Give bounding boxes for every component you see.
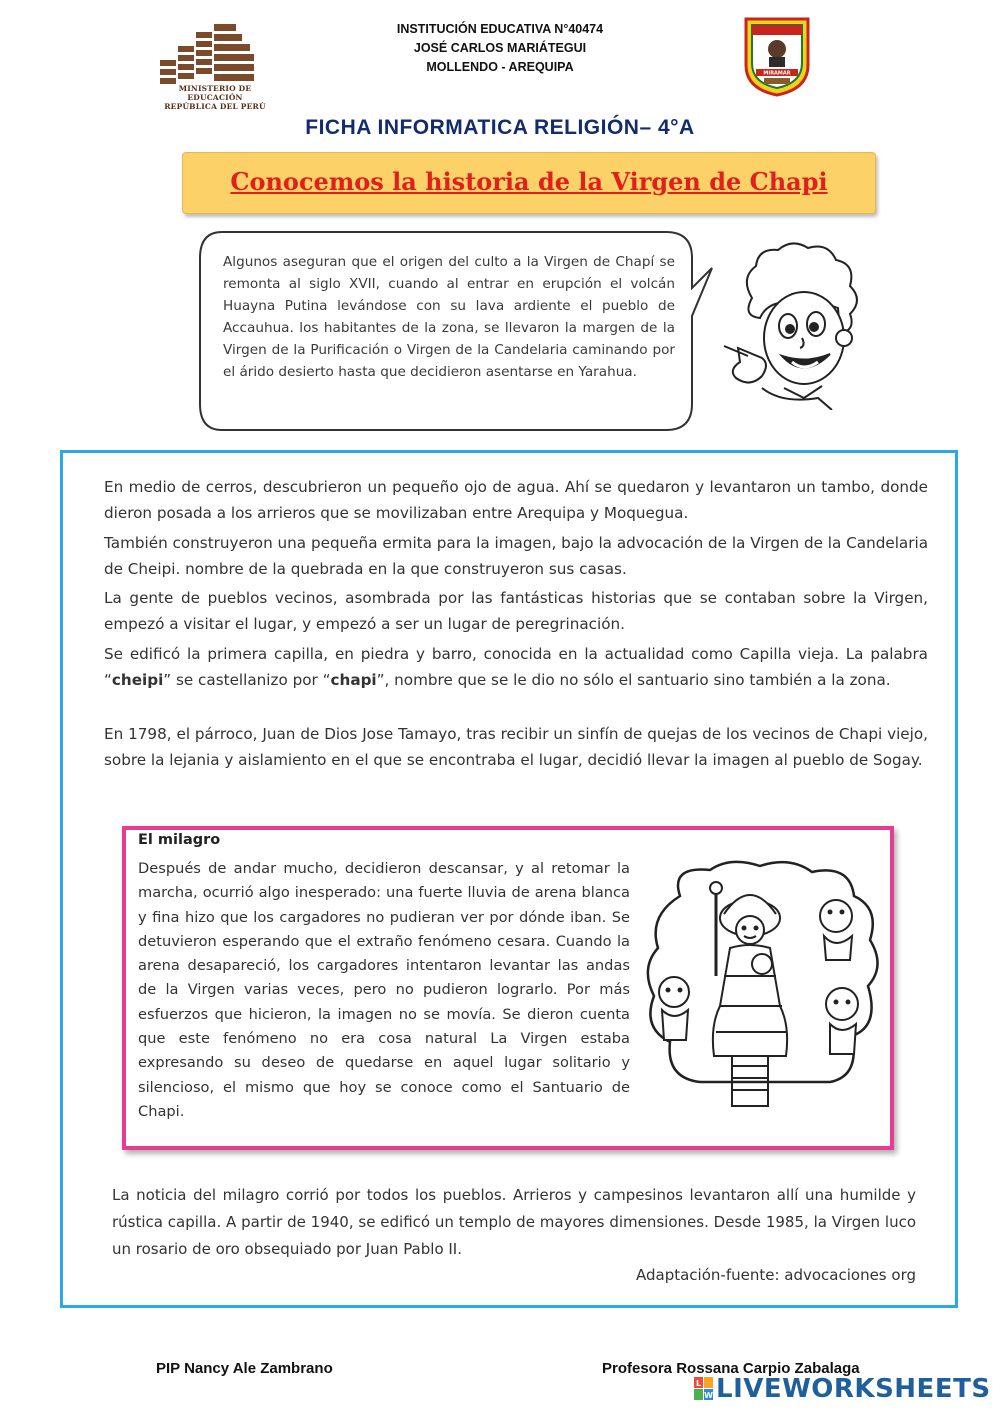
school-name-line: JOSÉ CARLOS MARIÁTEGUI	[413, 41, 587, 55]
word-chapi: chapi	[330, 670, 377, 689]
word-cheipi: cheipi	[111, 670, 164, 689]
school-location-line: MOLLENDO - AREQUIPA	[426, 60, 574, 74]
badge-letter: L	[695, 1379, 702, 1388]
paragraph-capilla-text: ” se castellanizo por “	[163, 670, 331, 689]
school-name-line: INSTITUCIÓN EDUCATIVA N°40474	[396, 22, 604, 36]
school-crest-icon	[742, 15, 812, 97]
paragraph-capilla	[104, 642, 928, 693]
school-crest-label: MIRAMAR	[763, 70, 791, 77]
ministry-caption	[150, 84, 280, 111]
source-note: Adaptación-fuente: advocaciones org	[636, 1266, 916, 1284]
cartoon-boy-icon	[722, 238, 870, 410]
liveworksheets-brand[interactable]: LIVEWORKSHEETS	[716, 1374, 991, 1404]
banner-title: Conocemos la historia de la Virgen de Chapi	[230, 167, 828, 196]
virgin-illustration-icon	[640, 856, 886, 1134]
paragraph-peregrinacion: La gente de pueblos vecinos, asombrada por las fantásticas historias que se contaban sobre la Virgen, empezó a visitar el lugar, y empezó a ser un lugar de peregrinación.	[104, 589, 928, 633]
paragraph-ermita: También construyeron una pequeña ermita para la imagen, bajo la advocación de la Virgen de la Candelaria de Cheipi. nombre de la quebrada en la que construyeron sus casas.	[104, 534, 928, 578]
footer-teacher-name: Profesora Rossana Carpio Zabalaga	[602, 1360, 860, 1377]
miracle-text: Después de andar mucho, decidieron descansar, y al retomar la marcha, ocurrió algo inesperado: una fuerte lluvia de arena blanca y fina hizo que los cargadores no pudieran ver por dónde iban. Se detuvieron esperando que el extraño fenómeno cesara. Cuando la arena desapareció, los cargadores intentaron levantar las andas de la Virgen varias veces, pero no pudieron lograrlo. Por más esfuerzos que hicieron, la imagen no se movía. Se dieron cuenta que este fenómeno no era cosa natural La Virgen estaba expresando su deseo de quedarse en aquel lugar solitario y silencioso, el mismo que hoy se conoce como el Santuario de Chapi.	[138, 860, 630, 1120]
sheet-title: FICHA INFORMATICA RELIGIÓN– 4°A	[305, 116, 695, 139]
paragraph-capilla-text: Se edificó la primera capilla, en piedra y barro, conocida en la actualidad como Capilla vieja. La palabra “	[104, 645, 928, 689]
ministry-line: REPÚBLICA DEL PERÚ	[164, 102, 266, 111]
school-header	[330, 20, 670, 77]
footer-pip-name: PIP Nancy Ale Zambrano	[156, 1360, 333, 1377]
paragraph-tambo: En medio de cerros, descubrieron un pequeño ojo de agua. Ahí se quedaron y levantaron un tambo, donde dieron posada a los arrieros que se movilizaban entre Arequipa y Moquegua.	[104, 478, 928, 522]
liveworksheets-badge-icon	[694, 1377, 714, 1401]
miracle-title: El milagro	[138, 832, 221, 848]
closing-paragraph: La noticia del milagro corrió por todos los pueblos. Arrieros y campesinos levantaron allí una humilde y rústica capilla. A partir de 1940, se edificó un templo de mayores dimensiones. Desde 1985, la Virgen luco un rosario de oro obsequiado por Juan Pablo II.	[112, 1186, 916, 1258]
badge-letter: W	[704, 1391, 713, 1400]
paragraph-capilla-text: ”, nombre que se le dio no sólo el santuario sino también a la zona.	[376, 670, 891, 689]
title-banner	[182, 152, 876, 214]
bubble-text: Algunos aseguran que el origen del culto a la Virgen de Chapí se remonta al siglo XVII, cuando al entrar en erupción el volcán Huayna Putina levándose con su lava ardiente el pueblo de Accauhua. los habitantes de la zona, se llevaron la margen de la Virgen de la Purificación o Virgen de la Candelaria caminando por el árido desierto hasta que decidieron asentarse en Yarahua.	[223, 254, 675, 380]
ministry-line: MINISTERIO DE EDUCACIÓN	[178, 84, 252, 102]
paragraph-sogay: En 1798, el párroco, Juan de Dios Jose Tamayo, tras recibir un sinfín de quejas de los vecinos de Chapi viejo, sobre la lejania y aislamiento en el que se encontraba el lugar, decidió llevar la imagen al pueblo de Sogay.	[104, 725, 928, 769]
